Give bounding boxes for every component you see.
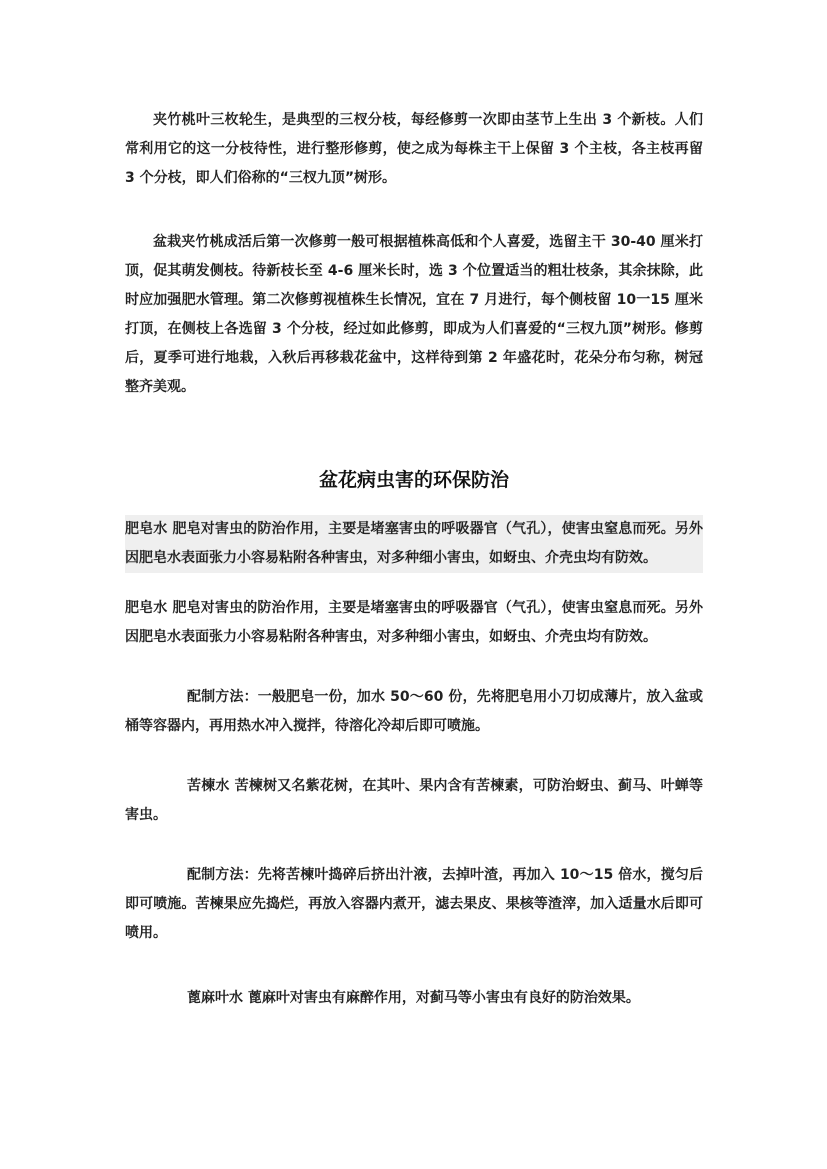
paragraph-soap-water-method: 配制方法：一般肥皂一份，加水 50～60 份，先将肥皂用小刀切成薄片，放入盆或桶等容器内，再用热水冲入搅拌，待溶化冷却后即可喷施。: [125, 689, 703, 734]
paragraph-soap-water-highlighted: 肥皂水 肥皂对害虫的防治作用，主要是堵塞害虫的呼吸器官（气孔），使害虫窒息而死。另外因肥皂水表面张力小容易粘附各种害虫，对多种细小害虫，如蚜虫、介壳虫均有防效。: [125, 515, 703, 573]
paragraph-castor-leaf-water: 蓖麻叶水 蓖麻叶对害虫有麻醉作用，对蓟马等小害虫有良好的防治效果。: [187, 990, 640, 1006]
paragraph-chinaberry-method: 配制方法：先将苦楝叶捣碎后挤出汁液，去掉叶渣，再加入 10～15 倍水，搅匀后即可喷施。苦楝果应先捣烂，再放入容器内煮开，滤去果皮、果核等渣滓，加入适量水后即可喷用。: [125, 867, 703, 941]
paragraph-chinaberry-water: 苦楝水 苦楝树又名紫花树，在其叶、果内含有苦楝素，可防治蚜虫、蓟马、叶蝉等害虫。: [125, 778, 703, 823]
paragraph-soap-water: 肥皂水 肥皂对害虫的防治作用，主要是堵塞害虫的呼吸器官（气孔），使害虫窒息而死。另外因肥皂水表面张力小容易粘附各种害虫，对多种细小害虫，如蚜虫、介壳虫均有防效。: [125, 600, 703, 645]
paragraph-oleander-branching: 夹竹桃叶三枚轮生，是典型的三杈分枝，每经修剪一次即由茎节上生出 3 个新枝。人们常利用它的这一分枝待性，进行整形修剪，使之成为每株主干上保留 3 个主枝，各主枝再留 3 个分枝，即人们俗称的“三杈九顶”树形。: [125, 112, 703, 186]
section-heading: 盆花病虫害的环保防治: [318, 469, 509, 491]
paragraph-oleander-pruning: 盆栽夹竹桃成活后第一次修剪一般可根据植株高低和个人喜爱，选留主干 30-40 厘米打顶，促其萌发侧枝。待新枝长至 4-6 厘米长时，选 3 个位置适当的粗壮枝条，其余抹除，此时应加强肥水管理。第二次修剪视植株生长情况，宜在 7 月进行，每个侧枝留 10一15 厘米打顶，在侧枝上各选留 3 个分枝，经过如此修剪，即成为人们喜爱的“三杈九顶”树形。修剪后，夏季可进行地栽，入秋后再移栽花盆中，这样待到第 2 年盛花时，花朵分布匀称，树冠整齐美观。: [125, 234, 703, 395]
